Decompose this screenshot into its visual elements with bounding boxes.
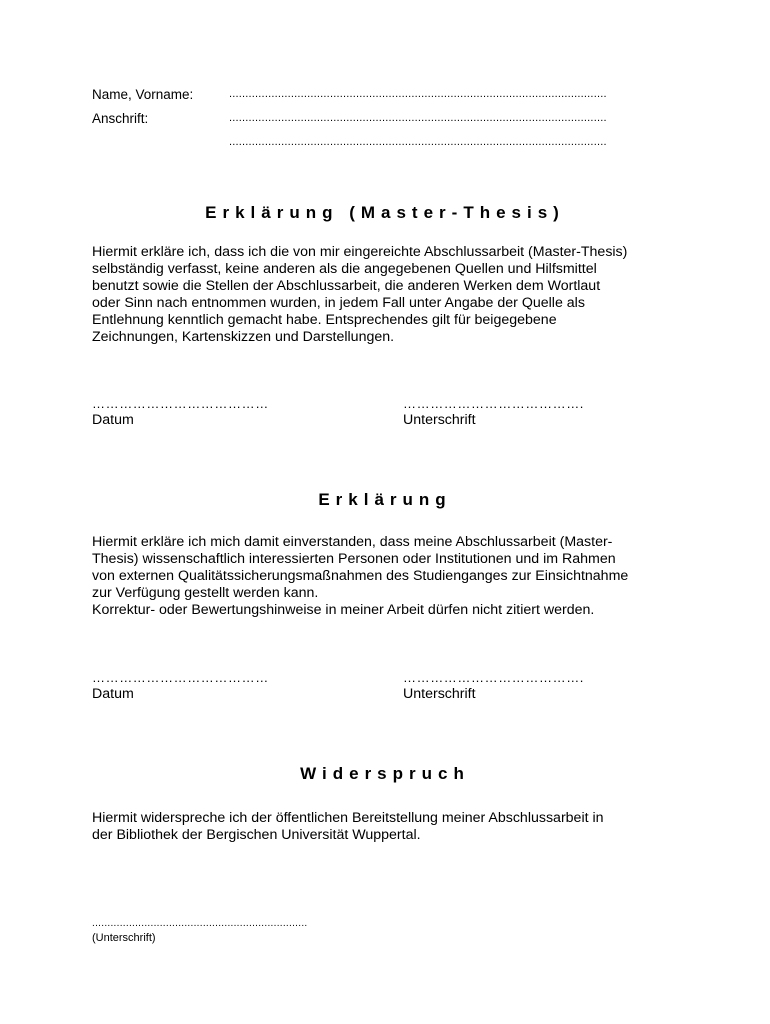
- date-label: Datum: [92, 686, 134, 702]
- signature-fill-line[interactable]: ………………………………….: [403, 396, 585, 411]
- paragraph-line: Hiermit erkläre ich, dass ich die von mir eingereichte Abschlussarbeit (Master-Thesis): [92, 244, 628, 260]
- paragraph-line: Korrektur- oder Bewertungshinweise in meiner Arbeit dürfen nicht zitiert werden.: [92, 602, 595, 618]
- signature-label: Unterschrift: [403, 412, 476, 428]
- section1-paragraph: [92, 244, 692, 346]
- paragraph-line: Hiermit erkläre ich mich damit einverstanden, dass meine Abschlussarbeit (Master-: [92, 534, 613, 550]
- name-field-row: [92, 87, 193, 103]
- paragraph-line: der Bibliothek der Bergischen Universität Wuppertal.: [92, 827, 421, 843]
- section2-paragraph: [92, 534, 692, 619]
- date-fill-line[interactable]: …………………………………: [92, 670, 269, 685]
- date-label: Datum: [92, 412, 134, 428]
- section-title-declaration-thesis: Erklärung (Master-Thesis): [205, 203, 565, 222]
- objection-signature-label: (Unterschrift): [92, 932, 156, 944]
- signature-label: Unterschrift: [403, 686, 476, 702]
- section3-paragraph: [92, 810, 692, 844]
- address-label: Anschrift:: [92, 111, 149, 126]
- name-fill-line[interactable]: ....................................................................................................................: [229, 88, 607, 100]
- address-fill-line-2[interactable]: ....................................................................................................................: [229, 136, 607, 148]
- paragraph-line: Hiermit widerspreche ich der öffentlichen Bereitstellung meiner Abschlussarbeit in: [92, 810, 604, 826]
- date-fill-line[interactable]: …………………………………: [92, 396, 269, 411]
- paragraph-line: Thesis) wissenschaftlich interessierten Personen oder Institutionen und im Rahmen: [92, 551, 616, 567]
- address-field-row: [92, 111, 148, 127]
- section-title-objection: Widerspruch: [300, 764, 470, 783]
- paragraph-line: von externen Qualitätssicherungsmaßnahmen des Studienganges zur Einsichtnahme: [92, 568, 629, 584]
- address-fill-line-1[interactable]: ....................................................................................................................: [229, 112, 607, 124]
- signature-fill-line[interactable]: ………………………………….: [403, 670, 585, 685]
- paragraph-line: oder Sinn nach entnommen wurden, in jedem Fall unter Angabe der Quelle als: [92, 295, 585, 311]
- paragraph-line: Entlehnung kenntlich gemacht habe. Entsprechendes gilt für beigegebene: [92, 312, 557, 328]
- objection-signature-fill-line[interactable]: ......................................................................: [92, 918, 308, 929]
- paragraph-line: zur Verfügung gestellt werden kann.: [92, 585, 319, 601]
- section-title-declaration: Erklärung: [318, 490, 452, 509]
- name-label: Name, Vorname:: [92, 87, 194, 102]
- paragraph-line: Zeichnungen, Kartenskizzen und Darstellungen.: [92, 329, 395, 345]
- paragraph-line: selbständig verfasst, keine anderen als die angegebenen Quellen und Hilfsmittel: [92, 261, 597, 277]
- paragraph-line: benutzt sowie die Stellen der Abschlussarbeit, die anderen Werken dem Wortlaut: [92, 278, 601, 294]
